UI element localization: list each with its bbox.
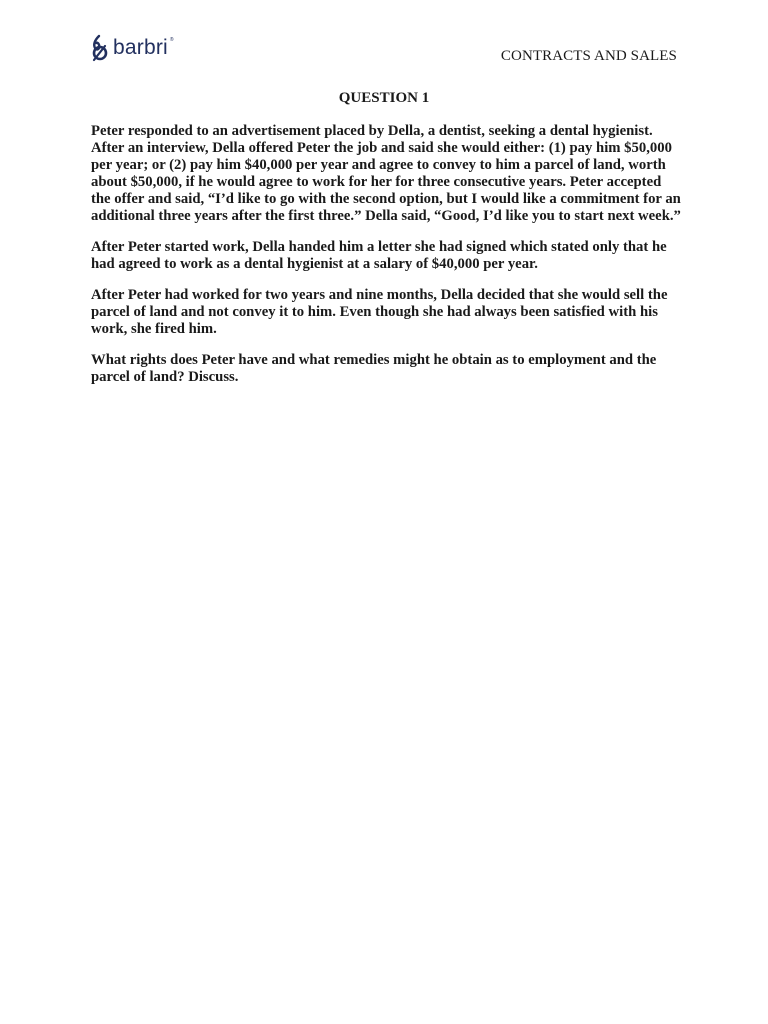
logo-trademark: ®	[169, 37, 174, 43]
section-title: CONTRACTS AND SALES	[500, 48, 677, 64]
logo-wordmark: barbri	[113, 35, 168, 59]
barbri-swirl-icon	[90, 34, 110, 62]
question-paragraph: After Peter had worked for two years and nine months, Della decided that she would sell the parcel of land and not convey it to him. Even though she had always been satisfied with his work, she fired him.	[91, 287, 668, 337]
barbri-logo	[90, 34, 175, 62]
question-prompt: What rights does Peter have and what remedies might he obtain as to employment and the parcel of land? Discuss.	[91, 352, 657, 385]
question-paragraph: After Peter started work, Della handed him a letter she had signed which stated only that he had agreed to work as a dental hygienist at a salary of $40,000 per year.	[91, 239, 667, 272]
question-body	[91, 123, 681, 400]
question-paragraph: Peter responded to an advertisement placed by Della, a dentist, seeking a dental hygienist. After an interview, Della offered Peter the job and said she would either: (1) pay him $50,000 per year; or (2) pay him $40,000 per year and agree to convey to him a parcel of land, worth about $50,000, if he would agree to work for her for three consecutive years. Peter accepted the offer and said, “I’d like to go with the second option, but I would like a commitment for an additional three years after the first three.” Della said, “Good, I’d like you to start next week.”	[91, 123, 681, 224]
question-title: QUESTION 1	[338, 90, 430, 106]
